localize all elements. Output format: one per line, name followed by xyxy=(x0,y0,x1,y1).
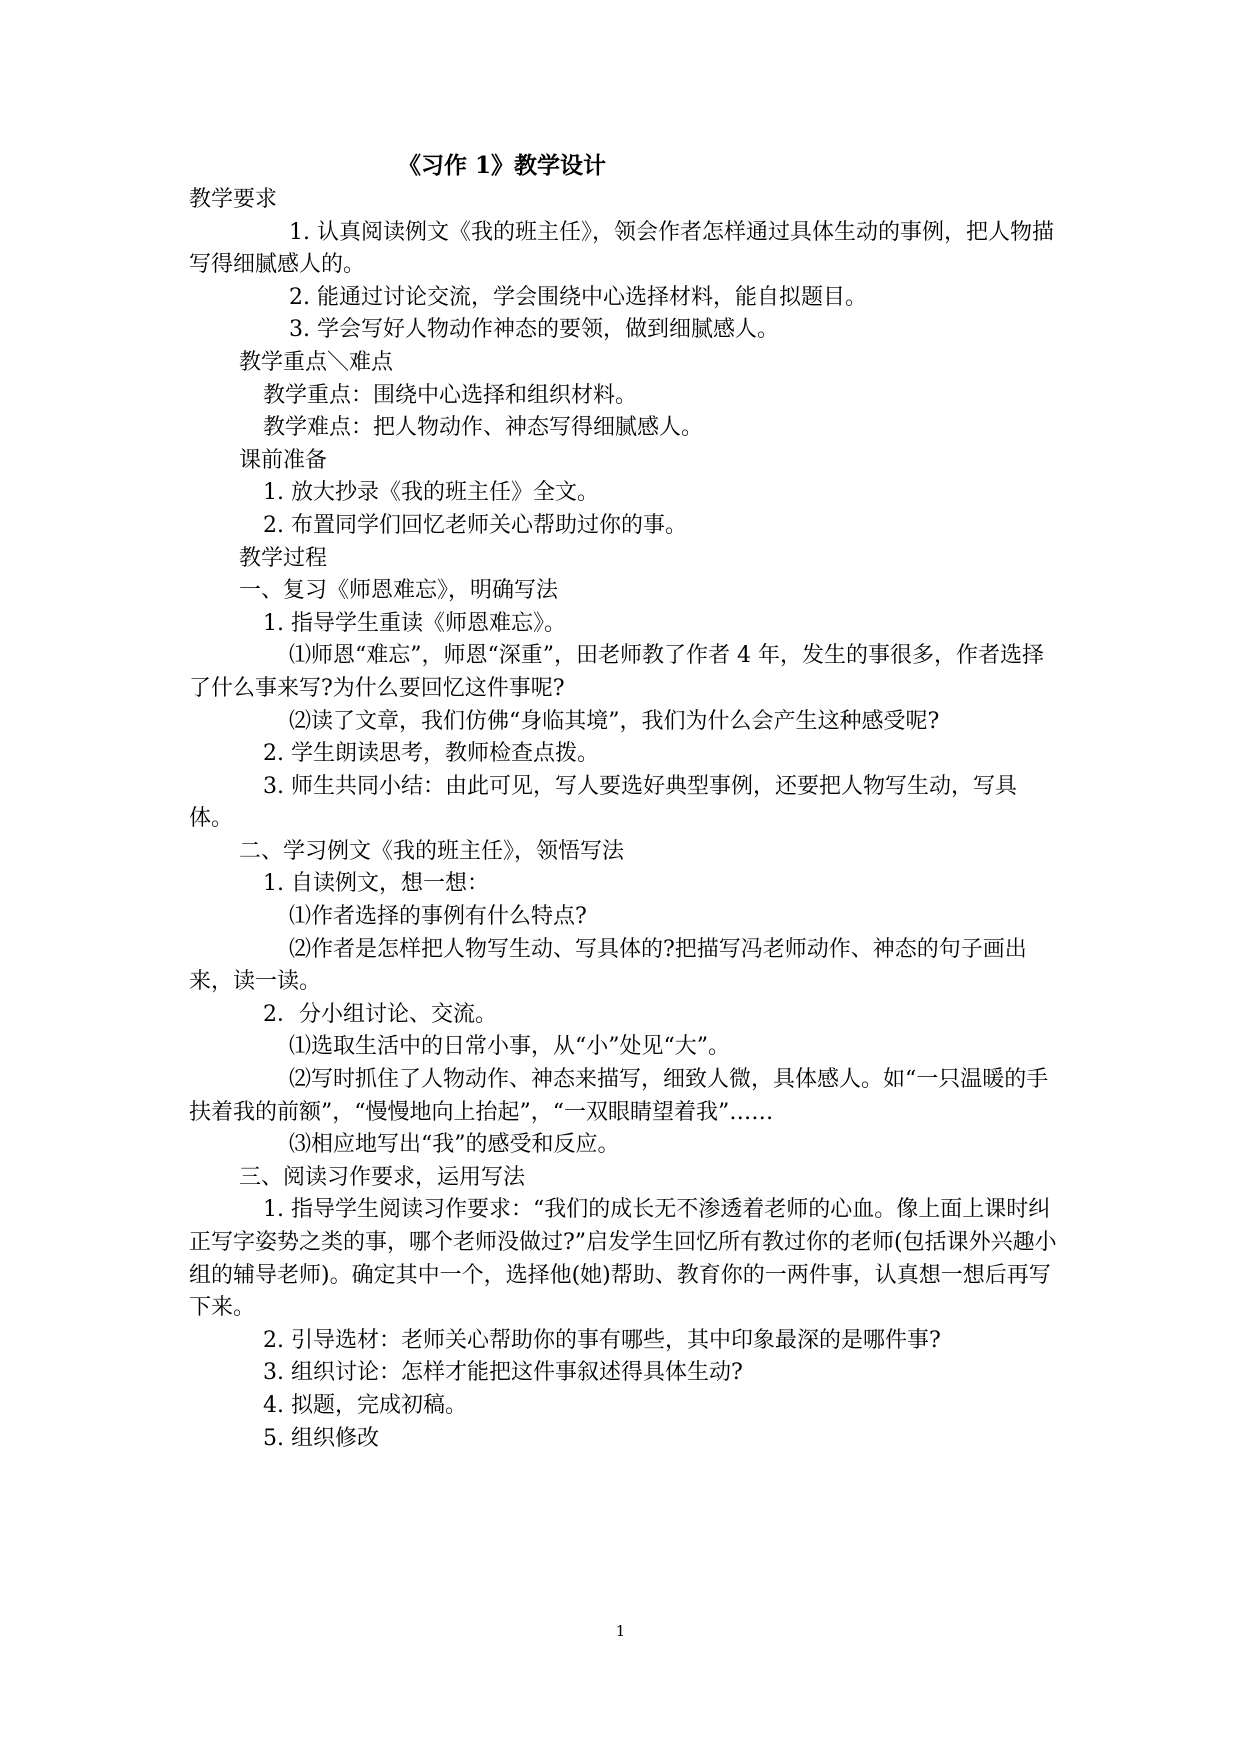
paragraph-line: 教学难点：把人物动作、神态写得细腻感人。 xyxy=(263,415,704,441)
paragraph-line: 1. 指导学生重读《师恩难忘》。 xyxy=(263,610,566,636)
paragraph-line: 2. 学生朗读思考，教师检查点拨。 xyxy=(263,741,599,767)
paragraph-line: 三、阅读习作要求，运用写法 xyxy=(239,1164,526,1190)
paragraph-line: 教学要求 xyxy=(189,187,278,212)
paragraph-line: 教学过程 xyxy=(239,545,328,571)
paragraph-line: 1. 放大抄录《我的班主任》全文。 xyxy=(263,480,599,506)
paragraph-line: 2．分小组讨论、交流。 xyxy=(263,1001,497,1027)
paragraph-line: 1. 认真阅读例文《我的班主任》，领会作者怎样通过具体生动的事例，把人物描写得细腻感人的。 xyxy=(189,219,1054,278)
paragraph-line: 3. 组织讨论：怎样才能把这件事叙述得具体生动? xyxy=(263,1360,743,1386)
paragraph-line: 1. 自读例文，想一想： xyxy=(263,871,489,897)
paragraph-line: ⑵作者是怎样把人物写生动、写具体的?把描写冯老师动作、神态的句子画出来，读一读。 xyxy=(189,936,1027,995)
paragraph-line: 一、复习《师恩难忘》，明确写法 xyxy=(239,578,559,604)
document-title: 《习作 1》教学设计 xyxy=(398,152,607,179)
paragraph-line: ⑵读了文章，我们仿佛“身临其境”，我们为什么会产生这种感受呢? xyxy=(289,708,940,734)
paragraph-line: 2. 能通过讨论交流，学会围绕中心选择材料，能自拟题目。 xyxy=(289,284,867,310)
paragraph-line: ⑴师恩“难忘”，师恩“深重”，田老师教了作者 4 年，发生的事很多，作者选择了什么事来写?为什么要回忆这件事呢? xyxy=(189,643,1044,701)
paragraph-line: 教学重点＼难点 xyxy=(239,349,394,375)
paragraph-line: 3. 学会写好人物动作神态的要领，做到细腻感人。 xyxy=(289,317,779,343)
page-number: 1 xyxy=(615,1622,626,1640)
paragraph-line: 二、学习例文《我的班主任》，领悟写法 xyxy=(239,838,625,864)
paragraph-line: ⑶相应地写出“我”的感受和反应。 xyxy=(289,1132,620,1158)
paragraph-line: 5. 组织修改 xyxy=(263,1425,379,1451)
paragraph-line: 3. 师生共同小结：由此可见，写人要选好典型事例，还要把人物写生动，写具体。 xyxy=(189,773,1017,832)
paragraph-line: 教学重点：围绕中心选择和组织材料。 xyxy=(263,382,638,408)
paragraph-line: 课前准备 xyxy=(239,447,328,473)
paragraph-line: ⑵写时抓住了人物动作、神态来描写，细致人微，具体感人。如“一只温暖的手扶着我的前额”，“慢慢地向上抬起”，“一双眼睛望着我”…… xyxy=(189,1067,1049,1125)
paragraph-line: ⑴选取生活中的日常小事，从“小”处见“大”。 xyxy=(289,1034,730,1060)
paragraph-line: 1. 指导学生阅读习作要求：“我们的成长无不渗透着老师的心血。像上面上课时纠正写字姿势之类的事，哪个老师没做过?”启发学生回忆所有教过你的老师(包括课外兴趣小组的辅导老师)。确定其中一个，选择他(她)帮助、教育你的一两件事，认真想一想后再写下来。 xyxy=(189,1197,1057,1321)
paragraph-line: 2. 布置同学们回忆老师关心帮助过你的事。 xyxy=(263,512,687,538)
paragraph-line: 2. 引导选材：老师关心帮助你的事有哪些，其中印象最深的是哪件事? xyxy=(263,1327,941,1353)
paragraph-line: 4. 拟题，完成初稿。 xyxy=(263,1392,467,1418)
paragraph-line: ⑴作者选择的事例有什么特点? xyxy=(289,904,587,930)
document-body xyxy=(189,184,1057,1455)
